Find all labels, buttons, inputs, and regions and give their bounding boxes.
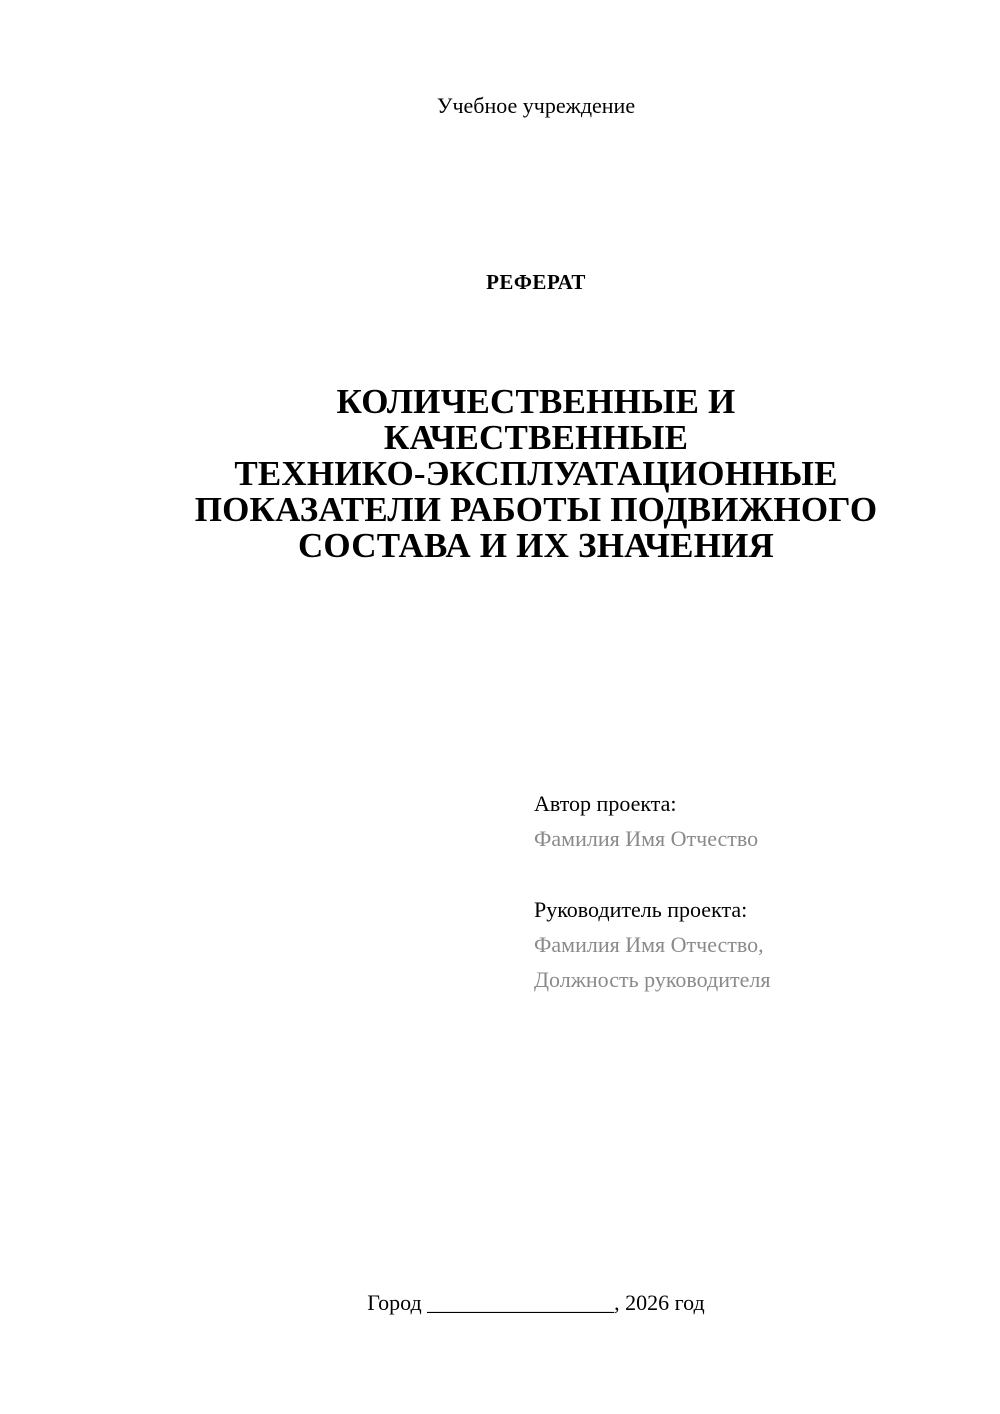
document-title [100,384,972,564]
supervisor-label: Руководитель проекта: [534,897,748,922]
supervisor-name: Фамилия Имя Отчество, [534,932,764,957]
author-label: Автор проекта: [534,791,677,816]
title-line: СОСТАВА И ИХ ЗНАЧЕНИЯ [297,526,775,565]
supervisor-position: Должность руководителя [534,967,771,992]
document-type: РЕФЕРАТ [486,270,586,294]
city-year-footer: Город _________________, 2026 год [367,1290,705,1315]
author-block [534,786,974,856]
title-line: ПОКАЗАТЕЛИ РАБОТЫ ПОДВИЖНОГО [194,490,878,529]
title-line: ТЕХНИКО-ЭКСПЛУАТАЦИОННЫЕ [234,454,838,493]
author-name: Фамилия Имя Отчество [534,826,759,851]
institution-name: Учебное учреждение [436,93,636,118]
supervisor-block [534,892,974,997]
title-line: КОЛИЧЕСТВЕННЫЕ И [336,382,736,421]
title-line: КАЧЕСТВЕННЫЕ [383,418,689,457]
